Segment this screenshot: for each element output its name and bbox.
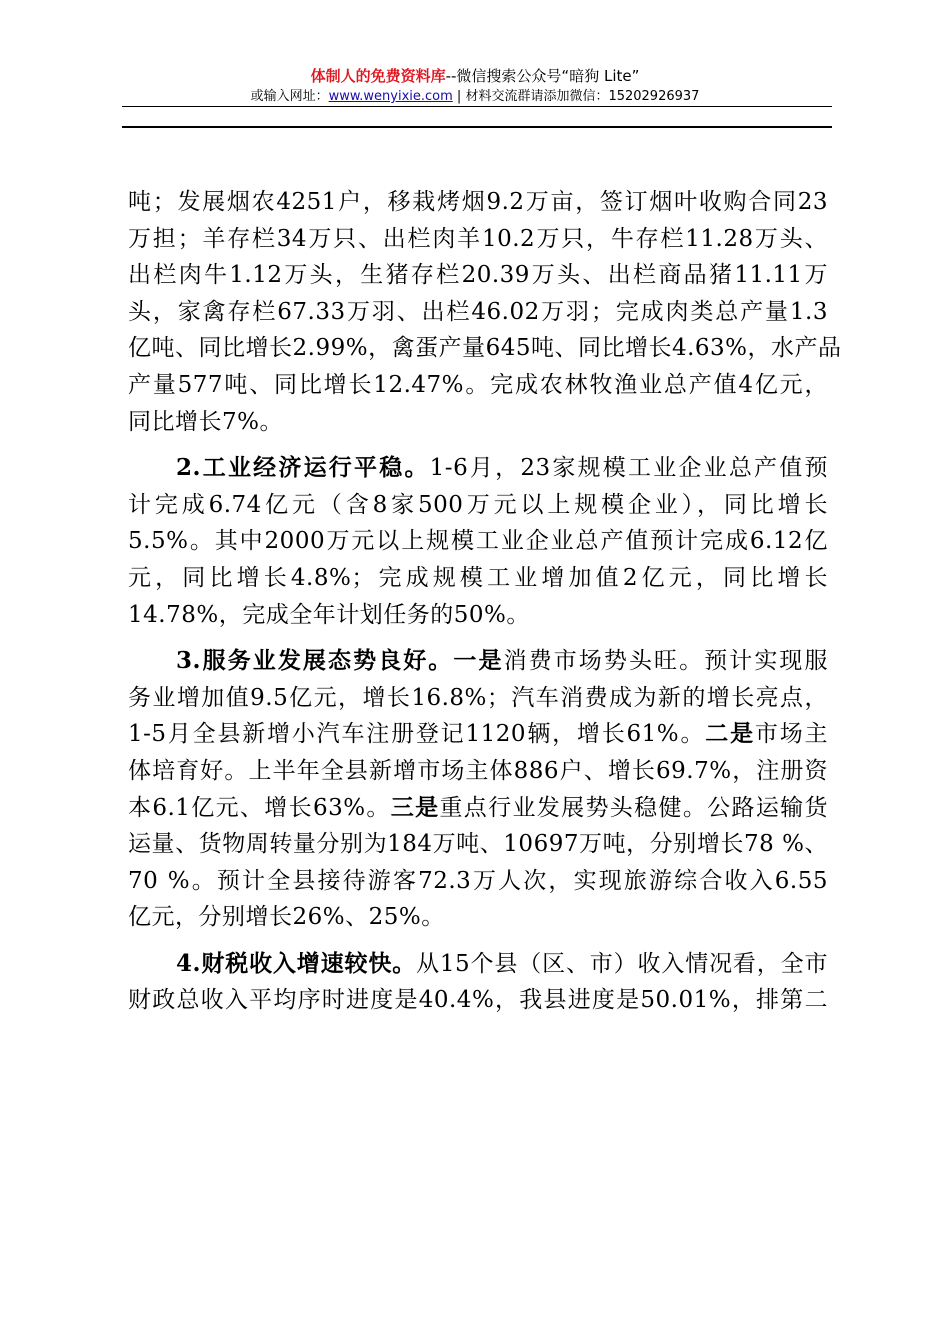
section-heading: 4.财税收入增速较快。 xyxy=(176,949,417,977)
keyword: 一是 xyxy=(453,647,504,675)
contact-text: | 材料交流群请添加微信：15202926937 xyxy=(452,89,700,104)
text-line: 财政总收入平均序时进度是40.4%，我县进度是50.01%，排第二 xyxy=(128,987,828,1014)
paragraph-finance xyxy=(128,946,828,1019)
watermark-title xyxy=(0,66,950,86)
text-line: 5.5%。其中2000万元以上规模工业企业总产值预计完成6.12亿 xyxy=(128,528,828,555)
watermark-title-rest: --微信搜索公众号“暗狗 Lite” xyxy=(445,67,640,85)
paragraph-industry xyxy=(128,450,828,633)
section-heading: 2.工业经济运行平稳。 xyxy=(176,454,430,482)
text-line: 产量577吨、同比增长12.47%。完成农林牧渔业总产值4亿元， xyxy=(128,371,828,398)
text-line: 2.工业经济运行平稳。1-6月，23家规模工业企业总产值预 xyxy=(176,454,828,482)
paragraph-services xyxy=(128,643,828,936)
text-line: 计完成6.74亿元（含8家500万元以上规模企业），同比增长 xyxy=(128,491,828,518)
text-line: 70 %。预计全县接待游客72.3万人次，实现旅游综合收入6.55 xyxy=(128,867,828,894)
text-line: 务业增加值9.5亿元，增长16.8%；汽车消费成为新的增长亮点， xyxy=(128,684,828,711)
text-line: 同比增长7%。 xyxy=(128,408,283,435)
text-line: 亿吨、同比增长2.99%，禽蛋产量645吨、同比增长4.63%，水产品 xyxy=(128,335,842,362)
text-line: 4.财税收入增速较快。从15个县（区、市）收入情况看，全市 xyxy=(176,949,828,977)
text-line: 出栏肉牛1.12万头，生猪存栏20.39万头、出栏商品猪11.11万 xyxy=(128,262,828,289)
header-divider-thick xyxy=(122,126,832,128)
text-line: 本6.1亿元、增长63%。三是重点行业发展势头稳健。公路运输货 xyxy=(128,793,829,821)
keyword: 二是 xyxy=(705,720,755,748)
text-line: 体培育好。上半年全县新增市场主体886户、增长69.7%，注册资 xyxy=(128,757,828,784)
watermark-subtitle xyxy=(0,88,950,106)
text-line: 元，同比增长4.8%；完成规模工业增加值2亿元，同比增长 xyxy=(128,564,828,591)
text-line: 运量、货物周转量分别为184万吨、10697万吨，分别增长78 %、 xyxy=(128,831,828,858)
header-divider-thin xyxy=(122,106,832,107)
section-heading: 3.服务业发展态势良好。 xyxy=(176,647,454,675)
url-prefix: 或输入网址： xyxy=(250,89,329,104)
keyword: 三是 xyxy=(390,793,440,821)
text-line: 1-5月全县新增小汽车注册登记1120辆，增长61%。二是市场主 xyxy=(128,720,828,748)
text-line: 3.服务业发展态势良好。一是消费市场势头旺。预计实现服 xyxy=(176,647,829,675)
document-body xyxy=(128,184,842,1019)
website-link[interactable]: www.wenyixie.com xyxy=(328,89,453,104)
text-line: 14.78%，完成全年计划任务的50%。 xyxy=(128,601,530,628)
text-line: 头，家禽存栏67.33万羽、出栏46.02万羽；完成肉类总产量1.3 xyxy=(128,298,828,325)
watermark-title-red: 体制人的免费资料库 xyxy=(310,67,446,85)
paragraph-agriculture xyxy=(128,184,842,440)
text-line: 万担；羊存栏34万只、出栏肉羊10.2万只，牛存栏11.28万头、 xyxy=(128,225,828,252)
text-line: 吨；发展烟农4251户，移栽烤烟9.2万亩，签订烟叶收购合同23 xyxy=(128,189,828,215)
text-line: 亿元，分别增长26%、25%。 xyxy=(128,904,445,931)
